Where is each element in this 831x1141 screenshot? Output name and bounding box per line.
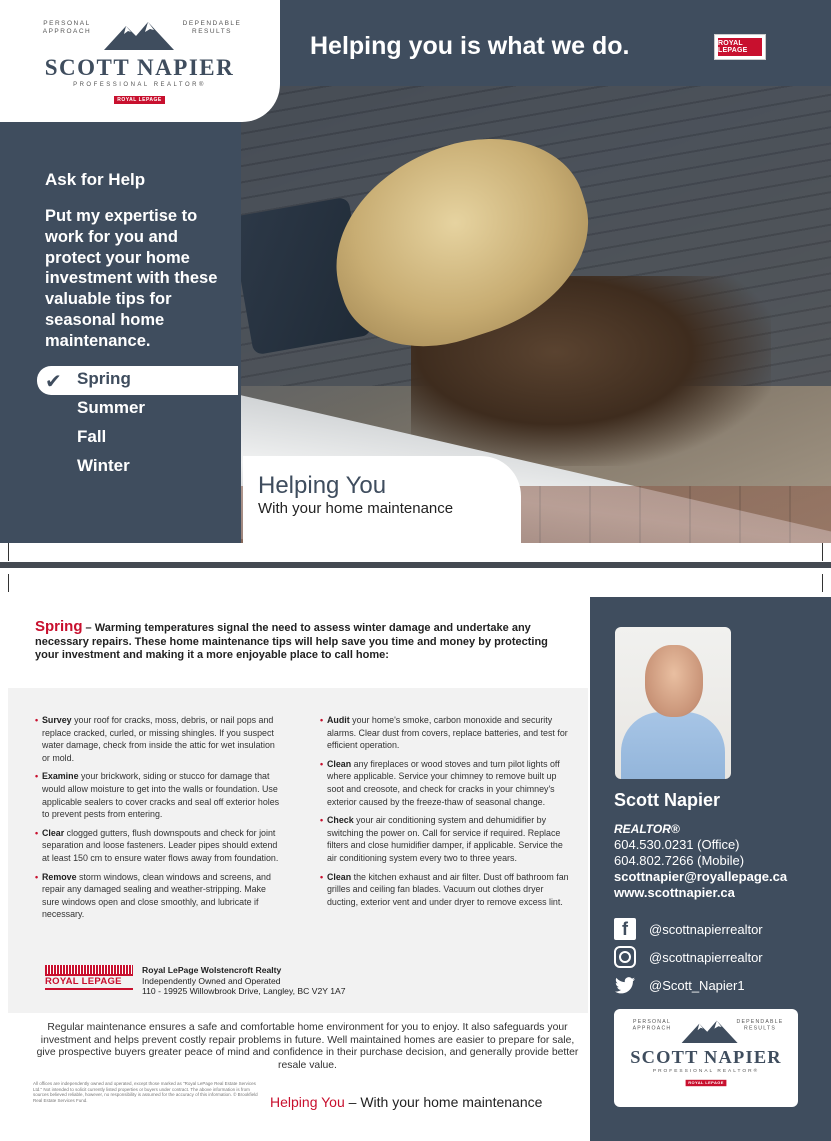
tip-item: • Remove storm windows, clean windows and screens, and repair any damaged sealing and weather-stripping. Make sure windows open and close smoothly, and lubricate if necessary. [35,871,271,920]
office-address: 110 - 19925 Willowbrook Drive, Langley, BC V2Y 1A7 [142,986,346,997]
tagline-left: PERSONAL APPROACH [42,20,92,35]
facebook-icon: f [614,918,636,940]
facebook-link[interactable]: f @scottnapierrealtor [614,915,763,943]
logo-card [0,0,280,122]
agent-contact [614,821,787,901]
tips-column-right [320,714,570,914]
agent-sidebar [590,597,831,1141]
season-item-summer[interactable]: Summer [77,398,146,417]
tip-item: • Check your air conditioning system and dehumidifier by switching the power on. Call for service if required. Replace filters and close humidifier damper, if applicable. Service the air conditioning system every two to three years. [320,815,563,863]
cover-subtitle: With your home maintenance [258,500,454,517]
sidebar-logo-card [614,1009,798,1107]
agent-name: Scott Napier [614,790,721,810]
fold-divider [0,562,831,568]
tip-item: • Examine your brickwork, siding or stucco for damage that would allow moisture to get into the walls or foundation. Use applicable sealers to cover cracks and seal off exterior holes to prevent pests from entering. [35,771,280,820]
crop-mark [822,574,823,592]
closing-paragraph: Regular maintenance ensures a safe and comfortable home environment for you to enjoy. It also safeguards your investment and helps prevent costly repair problems in future. Well maintained homes are easier to prepare for sale, give prospective buyers greater peace of mind and confidence in their purchase decision, and generally provide better resale value. [36,1022,579,1071]
office-phone[interactable]: 604.530.0231 (Office) [614,837,740,852]
cover-page [0,0,831,543]
ask-body: Put my expertise to work for you and protect your home investment with these valuable tips for seasonal home maintenance. [45,207,218,350]
email-link[interactable]: scottnapier@royallepage.ca [614,869,788,884]
mountain-icon [104,20,174,50]
season-list [0,366,240,482]
banner-title: Helping you is what we do. [310,32,630,60]
royal-lepage-badge: ROYAL LEPAGE [714,34,766,60]
office-details [142,965,462,997]
agent-role: REALTOR® [614,822,680,836]
season-item-fall[interactable]: Fall [77,427,107,446]
twitter-link[interactable]: @Scott_Napier1 [614,971,763,999]
cover-title-card [243,456,521,543]
intro-paragraph [35,620,570,663]
check-icon: ✔ [45,371,62,393]
season-item-winter[interactable]: Winter [77,456,130,475]
footer-title: Helping You – With your home maintenance [270,1094,543,1110]
season-item-spring[interactable]: ✔ Spring [37,366,238,395]
instagram-icon [614,946,636,968]
brokerage-mini-logo: ROYAL LEPAGE [114,96,165,104]
crop-mark [8,543,9,561]
tip-item: • Clean the kitchen exhaust and air filter. Dust off bathroom fan grilles and ceiling fan blades. Vacuum out clothes dryer ducting, exterior vent and under dryer to remove excess lint. [320,871,569,907]
tagline-right: DEPENDABLE RESULTS [182,20,242,35]
royal-lepage-logo: ROYAL LEPAGE [45,965,133,991]
instagram-link[interactable]: @scottnapierrealtor [614,943,763,971]
website-link[interactable]: www.scottnapier.ca [614,885,735,900]
twitter-icon [614,974,636,996]
social-links [614,915,763,999]
agent-photo [615,627,731,779]
cover-title: Helping You [258,472,387,499]
tips-column-left [35,714,285,927]
office-firm: Royal LePage Wolstencroft Realty [142,965,282,975]
disclaimer: All offices are independently owned and operated, except those marked as "Royal LePage Real Estate Services Ltd." Not intended to solicit currently listed properties or buyers under contract. The above information is from sources believed reliable, however, no responsibility is assumed for the accuracy of this information. © Brookfield Real Estate Services Fund. [33,1081,258,1103]
mountain-icon [682,1019,738,1043]
scott-napier-logo [32,20,247,112]
crop-mark [8,574,9,592]
tip-item: • Survey your roof for cracks, moss, debris, or nail pops and replace cracked, curled, or missing shingles. If you suspect water damage, check from inside the attic for wet insulation or mold. [35,715,275,763]
ask-title: Ask for Help [45,170,146,189]
crop-mark [822,543,823,561]
scott-napier-logo: PERSONAL APPROACH DEPENDABLE RESULTS SCOTT NAPIER PROFESSIONAL REALTOR® ROYAL LEPAGE [630,1019,784,1086]
brand-profession: PROFESSIONAL REALTOR® [73,82,206,88]
intro-season: Spring [35,618,83,635]
intro-text: – Warming temperatures signal the need to assess winter damage and undertake any necessary repairs. These home maintenance tips will help save you time and money by protecting your investment and making it a more enjoyable place to call home: [35,622,548,662]
tip-item: • Clear clogged gutters, flush downspouts and check for joint separation and loose fasteners. Leader pipes should extend at least 150 cm to ensure water flows away from foundation. [35,827,279,863]
office-ownership: Independently Owned and Operated [142,975,281,986]
tip-item: • Audit your home's smoke, carbon monoxide and security alarms. Clear dust from covers, replace batteries, and test for efficient operation. [320,715,568,751]
mobile-phone[interactable]: 604.802.7266 (Mobile) [614,853,745,868]
tip-item: • Clean any fireplaces or wood stoves and turn pilot lights off where applicable. Service your chimney to remove built up soot and creosote, and check for cracks in your chimney's exterior caused by the freeze-thaw of seasonal change. [320,758,560,807]
brand-name: SCOTT NAPIER [44,55,235,80]
